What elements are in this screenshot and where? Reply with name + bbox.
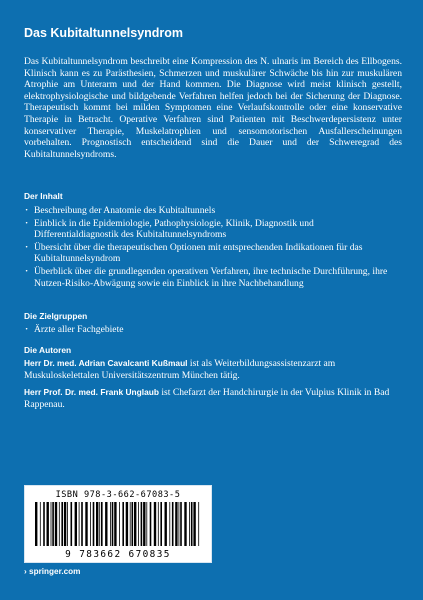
barcode-bar xyxy=(126,502,128,546)
barcode-bar xyxy=(52,502,54,546)
barcode-bar xyxy=(191,502,193,546)
barcode-bar xyxy=(51,502,52,546)
barcode-bar xyxy=(35,502,37,546)
barcode-bar xyxy=(61,502,63,546)
chevron-right-icon: › xyxy=(24,567,27,576)
barcode-bar xyxy=(47,502,49,546)
authors-heading: Die Autoren xyxy=(24,345,72,355)
barcode-bar xyxy=(132,502,134,546)
author-bio: ist als Weiterbildungsassistenzarzt am Muskuloskelettalen Universitätszentrum München tätig. xyxy=(24,358,336,381)
list-item: · Beschreibung der Anatomie des Kubitaltunnels xyxy=(24,205,396,217)
barcode-bar xyxy=(184,502,186,546)
barcode-bar xyxy=(59,502,60,546)
barcode-bar xyxy=(43,502,45,546)
barcode-bar xyxy=(143,502,145,546)
intro-paragraph: Das Kubitaltunnelsyndrom beschreibt eine Kompression des N. ulnaris im Bereich des Ellbogens. Klinisch kann es zu Parästhesien, Schmerzen und muskulärer Schwäche bis hin zur muskulären Atrophie am Unterarm und der Hand kommen. Die Diagnose wird meist klinisch gestellt, elektrophysiologische und bildgebende Verfahren helfen jedoch bei der Sicherung der Diagnose. Therapeutisch kommt bei milden Symptomen eine Verlaufskontrolle oder eine konservative Therapie in Betracht. Operative Verfahren sind Patienten mit Beschwerdepersistenz unter konservativer Therapie, Muskelatrophien und sensomotorischen Ausfallerscheinungen vorbehalten. Prognostisch entscheidend sind die Dauer und der Schweregrad des Kubitaltunnelsyndroms. xyxy=(24,56,402,160)
barcode-icon xyxy=(33,502,203,546)
barcode-bar xyxy=(193,502,195,546)
author-entry xyxy=(24,358,400,381)
barcode-bar xyxy=(165,502,167,546)
barcode-bar xyxy=(198,502,199,546)
contents-list xyxy=(24,205,396,290)
barcode-bar xyxy=(96,502,98,546)
contents-heading: Der Inhalt xyxy=(24,191,63,201)
author-name: Herr Prof. Dr. med. Frank Unglaub xyxy=(24,387,159,397)
barcode-bar xyxy=(160,502,162,546)
barcode-bar xyxy=(79,502,80,546)
barcode-bar xyxy=(71,502,73,546)
list-item: · Einblick in die Epidemiologie, Pathophysiologie, Klinik, Diagnostik und Differentialdiagnostik des Kubitaltunnelsyndroms xyxy=(24,218,396,241)
barcode-box xyxy=(24,485,212,563)
barcode-bar xyxy=(101,502,103,546)
barcode-bar xyxy=(40,502,41,546)
barcode-bar xyxy=(138,502,139,546)
barcode-digits: 9 783662 670835 xyxy=(65,549,171,560)
audience-heading: Die Zielgruppen xyxy=(24,311,88,321)
barcode-bar xyxy=(55,502,57,546)
barcode-bar xyxy=(154,502,156,546)
url-text: springer.com xyxy=(29,567,81,576)
list-item: · Übersicht über die therapeutischen Optionen mit entsprechenden Indikationen für das Kubitaltunnelsyndrom xyxy=(24,242,396,265)
barcode-bar xyxy=(119,502,120,546)
barcode-bar xyxy=(175,502,177,546)
barcode-bar xyxy=(179,502,180,546)
barcode-bar xyxy=(141,502,143,546)
barcode-bar xyxy=(122,502,124,546)
list-item: · Überblick über die grundlegenden operativen Verfahren, ihre technische Durchführung, ihre Nutzen-Risiko-Abwägung sowie ein Einblick in ihre Nachbehandlung xyxy=(24,266,396,289)
isbn-label: ISBN 978-3-662-67083-5 xyxy=(55,490,181,500)
barcode-bar xyxy=(146,502,147,546)
book-title: Das Kubitaltunnelsyndrom xyxy=(24,26,184,40)
barcode-bar xyxy=(172,502,174,546)
barcode-bar xyxy=(130,502,131,546)
author-bio: ist Chefarzt der Handchirurgie in der Vulpius Klinik in Bad Rappenau. xyxy=(24,387,390,410)
barcode-bar xyxy=(169,502,170,546)
barcode-bar xyxy=(75,502,77,546)
publisher-url xyxy=(24,567,80,576)
barcode-bar xyxy=(114,502,116,546)
barcode-bar xyxy=(93,502,95,546)
barcode-bar xyxy=(134,502,136,546)
author-name: Herr Dr. med. Adrian Cavalcanti Kußmaul xyxy=(24,358,188,368)
barcode-bar xyxy=(85,502,87,546)
barcode-bar xyxy=(90,502,91,546)
author-entry xyxy=(24,387,400,410)
barcode-bar xyxy=(105,502,107,546)
barcode-bar xyxy=(110,502,111,546)
barcode-bar xyxy=(67,502,68,546)
barcode-bar xyxy=(112,502,114,546)
barcode-bar xyxy=(158,502,159,546)
barcode-bar xyxy=(81,502,83,546)
barcode-bar xyxy=(99,502,100,546)
barcode-bar xyxy=(180,502,182,546)
list-item: · Ärzte aller Fachgebiete xyxy=(24,324,396,336)
barcode-bar xyxy=(150,502,152,546)
audience-list xyxy=(24,324,396,337)
barcode-bar xyxy=(189,502,190,546)
barcode-bar xyxy=(64,502,66,546)
